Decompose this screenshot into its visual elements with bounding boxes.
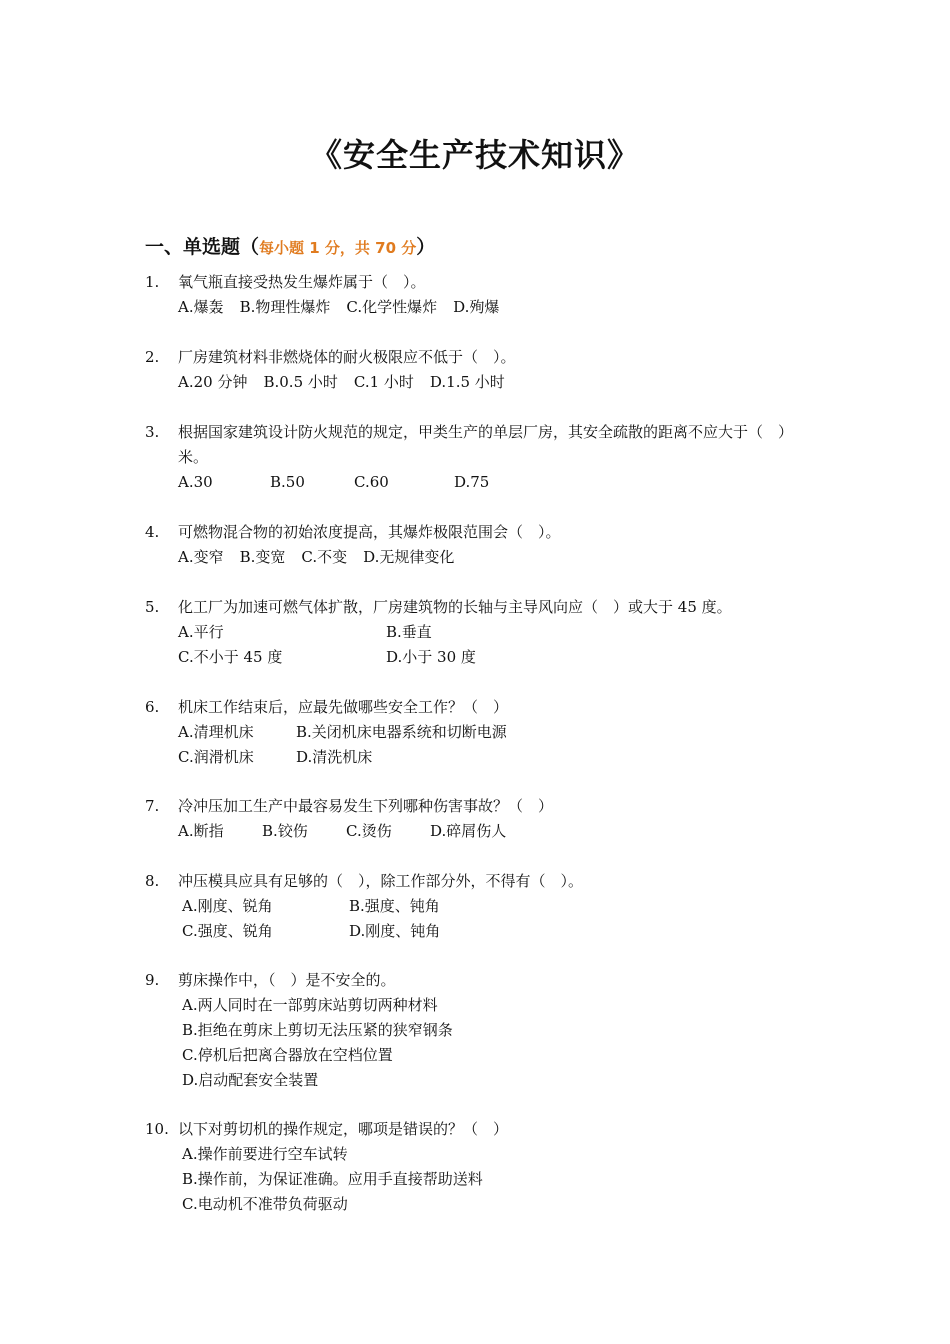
option-d: D.清洗机床 [296, 748, 373, 766]
options-row [178, 645, 476, 670]
option-c: C.停机后把离合器放在空档位置 [182, 1046, 393, 1064]
options-row [182, 919, 440, 944]
question-number: 9. [145, 971, 160, 989]
question-stem: 冷冲压加工生产中最容易发生下列哪种伤害事故？（ ） [178, 797, 554, 815]
question-stem: 机床工作结束后，应最先做哪些安全工作？（ ） [178, 698, 509, 716]
option-d: D.小于 30 度 [386, 648, 476, 666]
options-row [178, 545, 454, 570]
option-b: B.操作前，为保证准确。应用手直接帮助送料 [182, 1170, 483, 1188]
section-title: 一、单选题 [145, 236, 241, 258]
options-row [178, 620, 432, 645]
page-title: 《安全生产技术知识》 [309, 136, 640, 174]
option-c: C.强度、锐角 [182, 922, 273, 940]
question-number: 1. [145, 273, 160, 291]
option-c: C.1 小时 [353, 373, 414, 391]
option-c: C.不小于 45 度 [178, 648, 283, 666]
option-b: B.物理性爆炸 [239, 298, 331, 316]
option-c: C.60 [354, 473, 389, 491]
options-row [182, 894, 440, 919]
option-d: D.无规律变化 [363, 548, 455, 566]
option-a: A.断指 [178, 822, 224, 840]
option-a: A.清理机床 [178, 723, 254, 741]
option-d: D.1.5 小时 [429, 373, 505, 391]
option-b: B.关闭机床电器系统和切断电源 [296, 723, 507, 741]
question-stem: 化工厂为加速可燃气体扩散，厂房建筑物的长轴与主导风向应（ ）或大于 45 度。 [178, 598, 732, 616]
question-number: 4. [145, 523, 160, 541]
section-note: 每小题 1 分，共 70 分 [259, 239, 417, 257]
question-number: 8. [145, 872, 160, 890]
option-b: B.50 [270, 473, 305, 491]
question-number: 7. [145, 797, 160, 815]
option-b: B.铰伤 [262, 822, 308, 840]
question-stem: 冲压模具应具有足够的（ ），除工作部分外，不得有（ ）。 [178, 872, 584, 890]
question-number: 6. [145, 698, 160, 716]
option-d: D.碎屑伤人 [430, 822, 507, 840]
question-stem: 剪床操作中，（ ）是不安全的。 [178, 971, 396, 989]
option-c: C.烫伤 [346, 822, 392, 840]
option-a: A.30 [178, 473, 213, 491]
option-c: C.润滑机床 [178, 748, 254, 766]
section-note-open: （ [240, 236, 260, 258]
question-number: 2. [145, 348, 160, 366]
option-d: D.启动配套安全装置 [182, 1071, 319, 1089]
question-stem: 根据国家建筑设计防火规范的规定，甲类生产的单层厂房，其安全疏散的距离不应大于（ ）米。 [178, 423, 794, 466]
option-a: A.刚度、锐角 [182, 897, 273, 915]
section-heading [145, 232, 435, 259]
option-d: D.殉爆 [453, 298, 500, 316]
question-number: 3. [145, 423, 160, 441]
question-stem: 氧气瓶直接受热发生爆炸属于（ ）。 [178, 273, 426, 291]
question-number: 10. [145, 1120, 169, 1138]
question-stem: 可燃物混合物的初始浓度提高，其爆炸极限范围会（ ）。 [178, 523, 561, 541]
option-a: A.两人同时在一部剪床站剪切两种材料 [182, 996, 438, 1014]
option-b: B.垂直 [386, 623, 432, 641]
option-c: C.不变 [301, 548, 348, 566]
options-row [178, 819, 506, 844]
option-a: A.爆轰 [178, 298, 224, 316]
options-row [178, 295, 499, 320]
option-b: B.变宽 [239, 548, 286, 566]
options-row [178, 720, 507, 745]
option-a: A.20 分钟 [178, 373, 248, 391]
option-a: A.变窄 [178, 548, 224, 566]
question-stem: 厂房建筑材料非燃烧体的耐火极限应不低于（ ）。 [178, 348, 516, 366]
options-row [178, 745, 372, 770]
option-b: B.拒绝在剪床上剪切无法压紧的狭窄钢条 [182, 1021, 453, 1039]
option-d: D.75 [454, 473, 490, 491]
option-c: C.电动机不准带负荷驱动 [182, 1195, 348, 1213]
option-b: B.0.5 小时 [263, 373, 338, 391]
options-row [178, 470, 489, 495]
option-b: B.强度、钝角 [349, 897, 440, 915]
option-d: D.刚度、钝角 [349, 922, 441, 940]
question-stem: 以下对剪切机的操作规定，哪项是错误的？（ ） [178, 1120, 509, 1138]
option-c: C.化学性爆炸 [346, 298, 438, 316]
option-a: A.操作前要进行空车试转 [182, 1145, 348, 1163]
section-note-close: ） [416, 236, 436, 258]
question-number: 5. [145, 598, 160, 616]
option-a: A.平行 [178, 623, 224, 641]
options-row [178, 370, 505, 395]
